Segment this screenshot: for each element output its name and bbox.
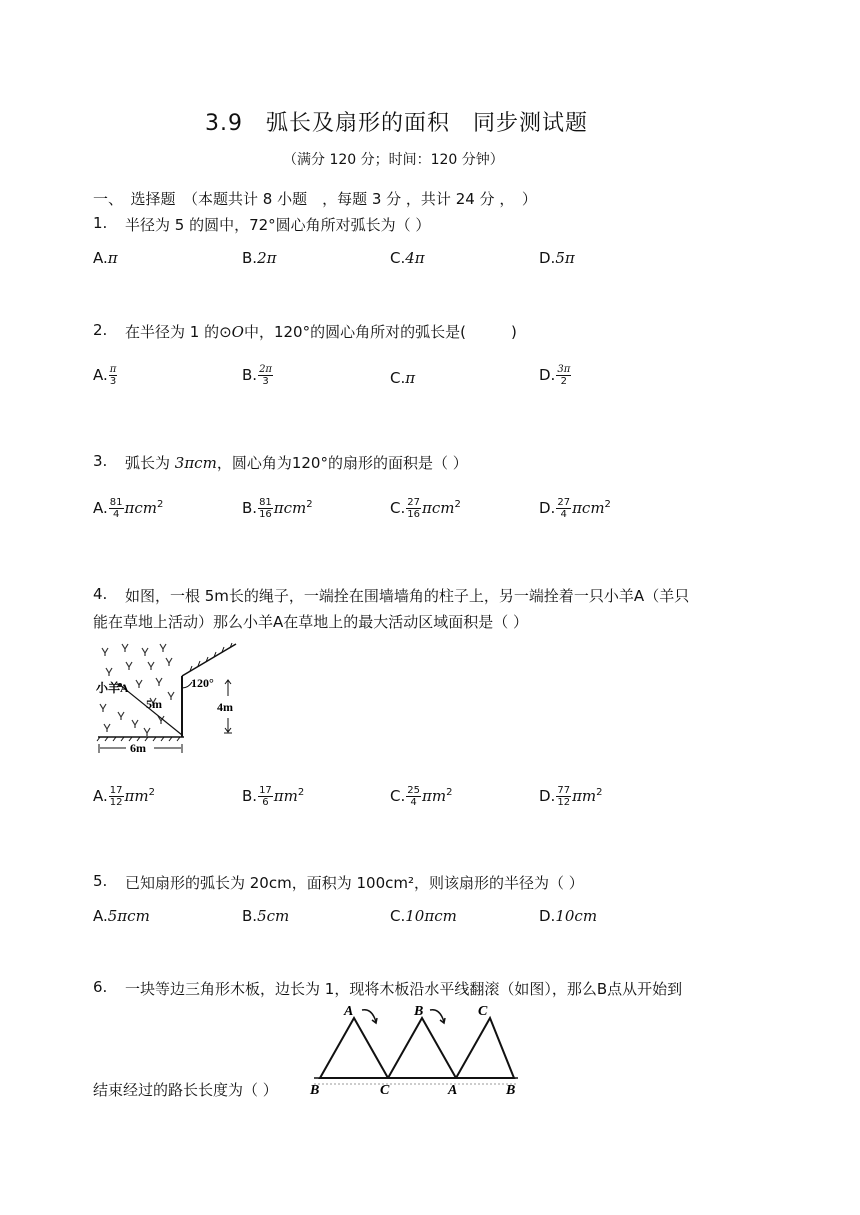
fraction-numerator: 17 [109,785,123,796]
q2-option-c-value: π [405,369,416,387]
q3-option-c-unit: πcm [421,499,455,517]
fraction-denominator: 4 [112,509,120,520]
q3-option-c [390,497,461,520]
fraction-numerator: 81 [259,497,272,508]
q3-stem-part-a: 弧长为 [125,454,175,472]
fraction-numerator: 25 [407,785,420,796]
q3-option-a-label: A. [93,499,108,517]
question-4-line-1: 如图，一根 5m长的绳子，一端拴在围墙墙角的柱子上，另一端拴着一只小羊A（羊只 [125,587,690,605]
q3-option-c-exponent: 2 [454,499,461,510]
q5-option-a-label: A. [93,907,108,925]
q3-option-b-unit: πcm [273,499,307,517]
height-label: 4m [217,700,233,714]
q1-option-a [93,249,118,267]
q2-option-c [390,369,415,387]
q2-option-b-label: B. [242,366,258,384]
fraction-denominator: 6 [262,797,269,808]
q5-option-c-label: C. [390,907,406,925]
question-4-line-2: 能在草地上活动）那么小羊A在草地上的最大活动区域面积是（ ） [93,613,529,631]
vertex-label-bottom-a: A [448,1083,458,1098]
q4-option-a-exponent: 2 [148,787,155,798]
q3-option-a [93,497,163,520]
sheep-rope-figure [96,640,246,758]
fraction-numerator: 81 [109,497,123,508]
q3-option-d-label: D. [539,499,556,517]
q3-option-b-exponent: 2 [306,499,313,510]
question-4-number: 4. [93,585,108,603]
q2-option-b-fraction [258,364,273,387]
sheep-label: 小羊A [96,681,129,695]
vertex-label-top-a: A [344,1004,354,1019]
q2-stem-part-a: 在半径为 1 的⊙ [125,323,232,341]
q3-option-a-exponent: 2 [156,499,164,510]
q4-option-b-fraction [258,785,273,808]
q4-option-b-label: B. [242,787,258,805]
question-6-line-2: 结束经过的路长长度为（ ） [93,1081,278,1099]
q3-option-c-fraction [406,497,421,520]
q4-option-d [539,785,603,808]
q5-option-b-label: B. [242,907,258,925]
q3-option-a-unit: πcm [124,499,157,517]
question-6-number: 6. [93,978,108,996]
q3-option-b-fraction [258,497,273,520]
q2-option-d-label: D. [539,366,556,384]
question-3-number: 3. [93,452,108,470]
q5-option-c [390,907,457,925]
question-1-stem: 半径为 5 的圆中，72°圆心角所对弧长为（ ） [125,216,431,234]
q5-option-a [93,907,150,925]
q4-option-d-unit: πm [572,787,597,805]
q2-stem-part-b: 中，120°的圆心角所对的弧长是( ) [243,323,517,341]
q3-option-b [242,497,313,520]
q4-option-c-exponent: 2 [446,787,453,798]
q2-option-c-label: C. [390,369,406,387]
fraction-denominator: 4 [560,509,567,520]
q3-stem-var: 3πcm [174,454,217,472]
fraction-denominator: 16 [259,509,272,520]
q3-option-d [539,497,611,520]
fraction-denominator: 4 [410,797,417,808]
q4-option-d-exponent: 2 [596,787,603,798]
q5-option-d-value: 10cm [555,907,598,925]
q2-option-d [539,364,572,387]
q4-option-c-unit: πm [421,787,447,805]
q3-option-b-label: B. [242,499,258,517]
fraction-numerator: 17 [259,785,272,796]
vertex-label-top-b: B [414,1004,424,1019]
question-5-stem: 已知扇形的弧长为 20cm，面积为 100cm²，则该扇形的半径为（ ） [125,874,584,892]
q4-option-b [242,785,304,808]
question-2-stem [125,321,517,342]
q3-option-c-label: C. [390,499,406,517]
fraction-numerator: π [109,364,117,375]
fraction-denominator: 3 [109,376,117,387]
question-3-stem [125,452,468,473]
q5-option-b [242,907,289,925]
question-2-number: 2. [93,321,108,339]
roll-arrow-2 [430,1010,444,1022]
page-title: 3.9 弧长及扇形的面积 同步测试题 [205,111,588,136]
triangle-3 [456,1018,514,1078]
q3-stem-part-b: ，圆心角为120°的扇形的面积是（ ） [216,454,468,472]
q2-option-a-label: A. [93,366,108,384]
q1-option-b-value: 2π [257,249,277,267]
q4-option-a-unit: πm [124,787,149,805]
triangle-1 [320,1018,388,1078]
q4-option-a [93,785,155,808]
q3-option-d-fraction [556,497,571,520]
q3-option-a-fraction [109,497,124,520]
q3-option-d-unit: πcm [572,499,605,517]
q4-option-b-exponent: 2 [297,787,305,798]
fraction-numerator: 3π [557,364,571,375]
fraction-denominator: 3 [262,376,269,387]
q4-option-a-fraction [109,785,124,808]
q2-option-b [242,364,274,387]
q3-option-d-exponent: 2 [604,499,611,510]
fraction-numerator: 77 [557,785,571,796]
fraction-numerator: 27 [407,497,420,508]
q1-option-c-value: 4π [405,249,425,267]
fraction-denominator: 16 [407,509,420,520]
rope-label: 5m [146,697,162,711]
q1-option-c [390,249,425,267]
q4-option-c-fraction [406,785,421,808]
q5-option-a-value: 5πcm [107,907,150,925]
rolling-triangle-figure [306,1000,526,1098]
q1-option-a-label: A. [93,249,108,267]
page-subtitle: （满分 120 分；时间：120 分钟） [283,152,504,168]
q2-option-a-fraction [109,364,118,387]
triangle-2 [388,1018,456,1078]
q4-option-b-unit: πm [273,787,298,805]
q5-option-c-value: 10πcm [405,907,457,925]
q2-option-a [93,364,118,387]
q1-option-d [539,249,575,267]
roll-arrow-1 [362,1010,376,1022]
q1-option-b-label: B. [242,249,258,267]
q4-option-a-label: A. [93,787,108,805]
vertex-label-bottom-c: C [380,1083,390,1098]
q1-option-d-value: 5π [555,249,575,267]
q2-stem-var: O [231,323,244,341]
vertex-label-bottom-b-end: B [506,1083,516,1098]
q5-option-d [539,907,597,925]
q4-option-c-label: C. [390,787,406,805]
q1-option-c-label: C. [390,249,406,267]
question-5-number: 5. [93,872,108,890]
q4-option-d-label: D. [539,787,556,805]
question-1-number: 1. [93,214,108,232]
fraction-denominator: 12 [557,797,571,808]
question-6-line-1: 一块等边三角形木板，边长为 1，现将木板沿水平线翻滚（如图），那么B点从开始到 [125,980,683,998]
section-heading: 一、 选择题 （本题共计 8 小题 ，每题 3 分 ，共计 24 分 ， ） [93,190,537,208]
q1-option-b [242,249,276,267]
q5-option-d-label: D. [539,907,556,925]
q1-option-d-label: D. [539,249,556,267]
q1-option-a-value: π [107,249,118,267]
fraction-numerator: 27 [557,497,571,508]
fraction-denominator: 12 [109,797,123,808]
fraction-numerator: 2π [259,364,272,375]
width-label: 6m [130,741,146,755]
fraction-denominator: 2 [560,376,567,387]
q4-option-d-fraction [556,785,571,808]
vertex-label-bottom-b-start: B [310,1083,320,1098]
slanted-wall [182,644,236,676]
q5-option-b-value: 5cm [257,907,290,925]
q4-option-c [390,785,452,808]
vertex-label-top-c: C [478,1004,488,1019]
angle-label: 120° [191,676,214,690]
q2-option-d-fraction [556,364,571,387]
